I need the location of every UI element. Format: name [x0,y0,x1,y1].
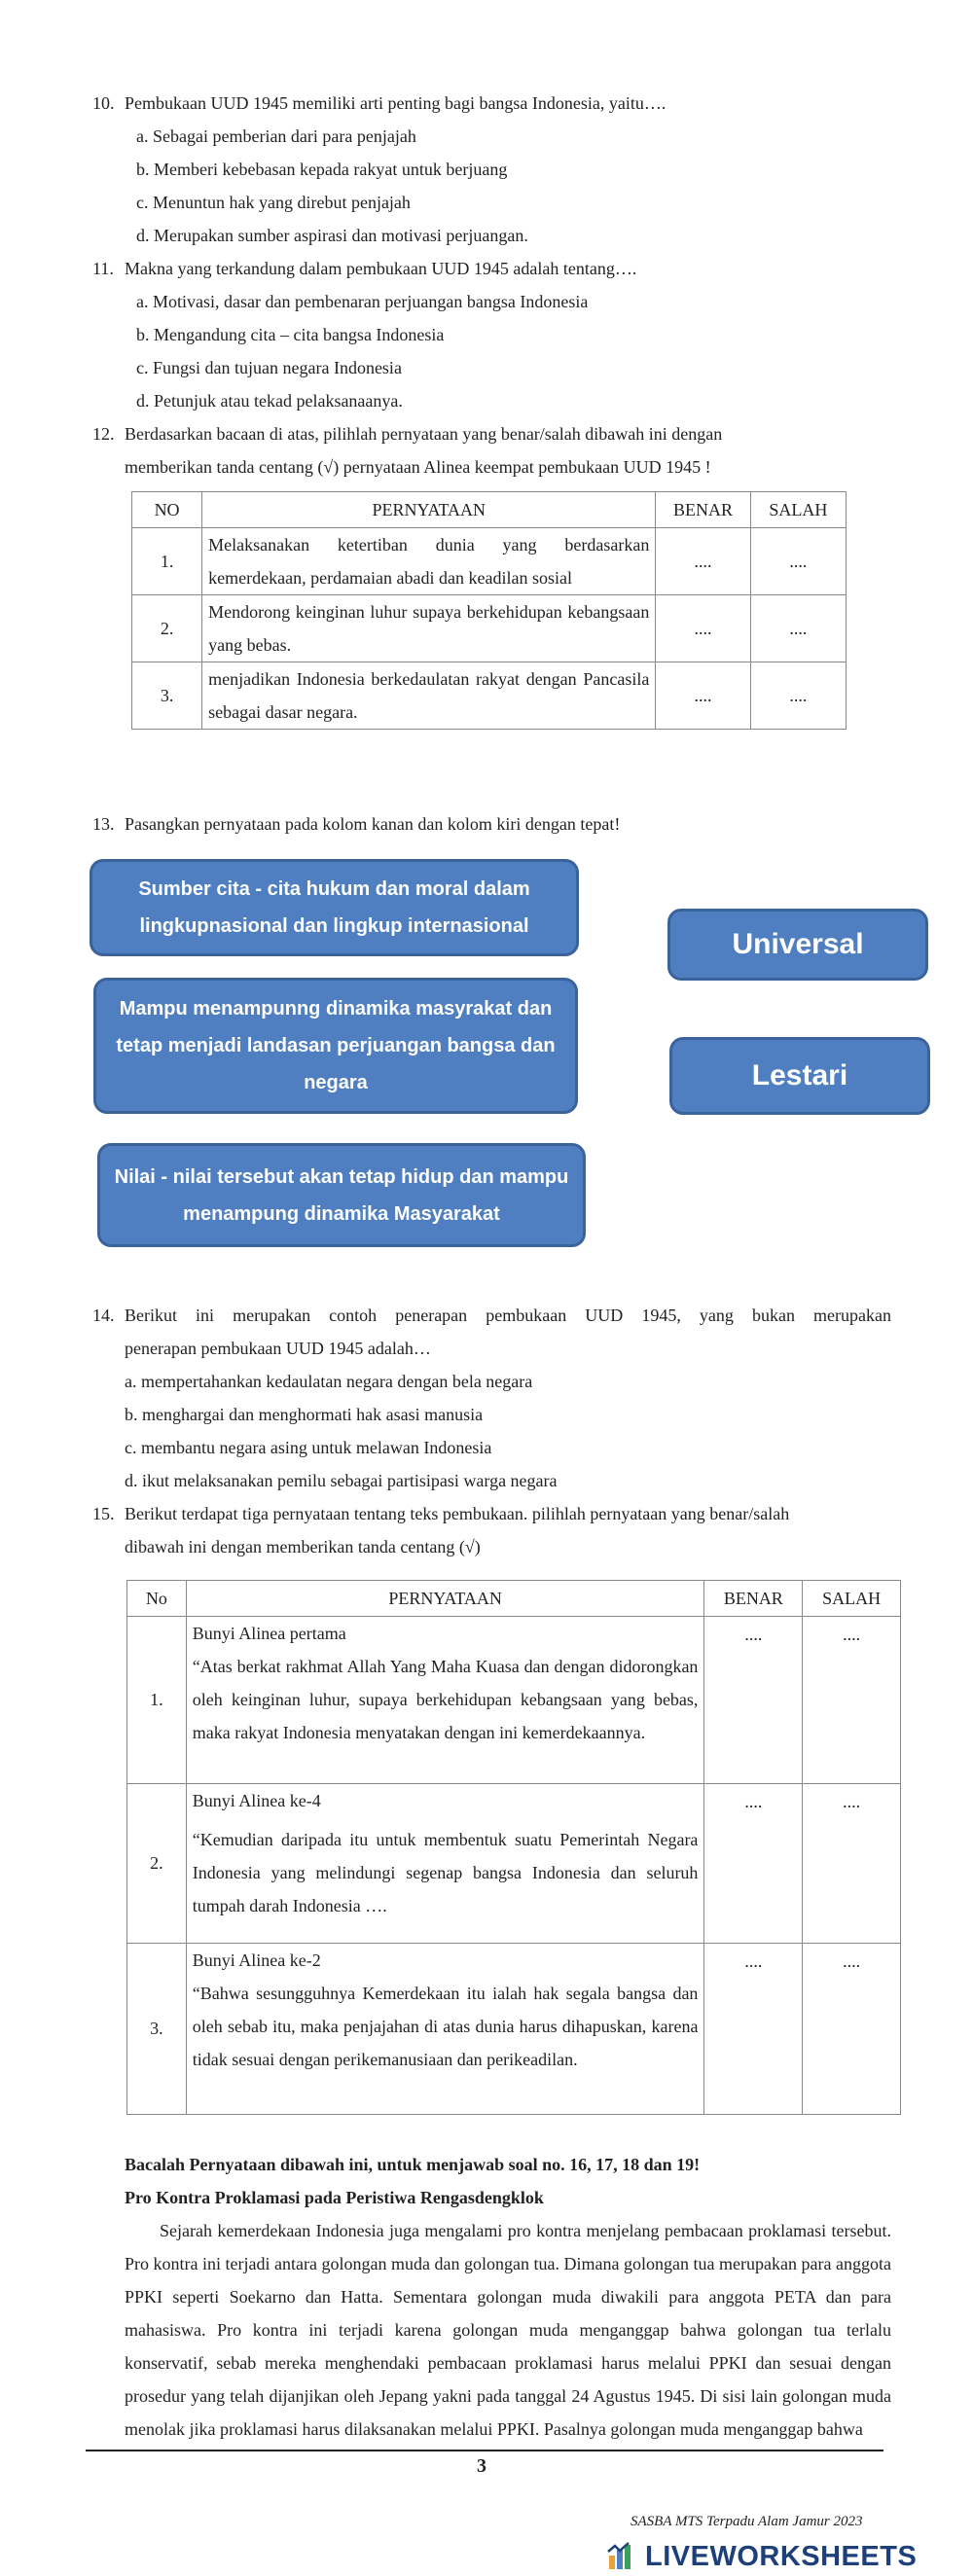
q15-text-line2: dibawah ini dengan memberikan tanda centang (√) [125,1537,481,1556]
q13-text: Pasangkan pernyataan pada kolom kanan dan kolom kiri dengan tepat! [125,814,621,834]
q15-header-pernyataan: PERNYATAAN [186,1581,704,1617]
match-right-box-universal[interactable]: Universal [667,909,928,981]
q15-row2-benar[interactable]: .... [704,1784,803,1944]
table-row [132,595,847,662]
table-row [132,528,847,595]
q15-row1-title: Bunyi Alinea pertama [192,1624,346,1643]
q14-option-c[interactable]: c. membantu negara asing untuk melawan Indonesia [125,1438,492,1457]
q12-row3-no: 3. [132,662,202,730]
q12-row2-salah[interactable]: .... [750,595,846,662]
q15-header-no: No [127,1581,187,1617]
q11-option-a[interactable]: a. Motivasi, dasar dan pembenaran perjuangan bangsa Indonesia [136,292,589,311]
liveworksheets-logo-icon [607,2542,636,2571]
match-left-box-2[interactable]: Mampu menampunng dinamika masyrakat dan tetap menjadi landasan perjuangan bangsa dan negara [93,978,578,1114]
q12-header-salah: SALAH [750,492,846,528]
q11-text: Makna yang terkandung dalam pembukaan UUD 1945 adalah tentang…. [125,259,637,278]
q10-option-a[interactable]: a. Sebagai pemberian dari para penjajah [136,126,416,146]
q10-option-d[interactable]: d. Merupakan sumber aspirasi dan motivasi perjuangan. [136,226,528,245]
q12-row1-text: Melaksanakan ketertiban dunia yang berdasarkan kemerdekaan, perdamaian abadi dan keadilan sosial [202,528,656,595]
table-row [127,1617,901,1784]
table-row [127,1784,901,1944]
reading-paragraph: Sejarah kemerdekaan Indonesia juga mengalami pro kontra menjelang pembacaan proklamasi tersebut. Pro kontra ini terjadi antara golongan muda dan golongan tua. Dimana golongan tua merupakan para anggota PPKI seperti Soekarno dan Hatta. Sementara golongan muda diwakili para anggota PETA dan para mahasiswa. Pro kontra ini terjadi karena golongan muda menganggap bahwa golongan tua terlalu konservatif, sebab mereka menghendaki pembacaan proklamasi harus melalui PPKI dan sesuai dengan prosedur yang telah dijanjikan oleh Jepang yakni pada tanggal 24 Agustus 1945. Di sisi lain golongan muda menolak jika proklamasi harus dilaksanakan melalui PPKI. Pasalnya golongan muda menganggap bahwa [125,2221,891,2439]
table-row [132,662,847,730]
q11-option-b[interactable]: b. Mengandung cita – cita bangsa Indonesia [136,325,445,344]
q15-header-benar: BENAR [704,1581,803,1617]
q15-row1-no: 1. [127,1617,187,1784]
match-left-box-1[interactable]: Sumber cita - cita hukum dan moral dalam lingkupnasional dan lingkup internasional [90,859,579,956]
q11-option-c[interactable]: c. Fungsi dan tujuan negara Indonesia [136,358,402,377]
table-row [127,1944,901,2115]
reading-instruction: Bacalah Pernyataan dibawah ini, untuk menjawab soal no. 16, 17, 18 dan 19! [125,2155,701,2174]
q12-row3-benar[interactable]: .... [656,662,750,730]
q15-row2-salah[interactable]: .... [803,1784,901,1944]
liveworksheets-logo-text[interactable]: LIVEWORKSHEETS [645,2541,918,2572]
q14-option-a[interactable]: a. mempertahankan kedaulatan negara dengan bela negara [125,1372,533,1391]
q15-row2-no: 2. [127,1784,187,1944]
q15-text-line1: Berikut terdapat tiga pernyataan tentang teks pembukaan. pilihlah pernyataan yang benar/salah [125,1504,790,1523]
q10-option-c[interactable]: c. Menuntun hak yang direbut penjajah [136,193,411,212]
q14-text-line1: Berikut ini merupakan contoh penerapan pembukaan UUD 1945, yang bukan merupakan [125,1306,891,1325]
footer-credit: SASBA MTS Terpadu Alam Jamur 2023 [631,2514,863,2529]
q12-row2-no: 2. [132,595,202,662]
q12-row3-text: menjadikan Indonesia berkedaulatan rakyat dengan Pancasila sebagai dasar negara. [202,662,656,730]
q15-row3-salah[interactable]: .... [803,1944,901,2115]
q15-row1-text: “Atas berkat rakhmat Allah Yang Maha Kuasa dan dengan didorongkan oleh keinginan luhur, supaya berkehidupan kebangsaan yang bebas, maka rakyat Indonesia menyatakan dengan ini kemerdekaannya. [192,1657,699,1742]
q12-row2-benar[interactable]: .... [656,595,750,662]
q15-row2-title: Bunyi Alinea ke-4 [192,1791,321,1810]
q15-row3-text: “Bahwa sesungguhnya Kemerdekaan itu ialah hak segala bangsa dan oleh sebab itu, maka penjajahan di atas dunia harus dihapuskan, karena tidak sesuai dengan perikemanusiaan dan perikeadilan. [192,1984,699,2069]
footer-divider [86,2450,883,2451]
q14-option-d[interactable]: d. ikut melaksanakan pemilu sebagai partisipasi warga negara [125,1471,558,1490]
q15-table [126,1580,901,2115]
q14-text-line2: penerapan pembukaan UUD 1945 adalah… [125,1339,431,1358]
q12-number: 12. [92,424,115,444]
q15-row3-no: 3. [127,1944,187,2115]
q12-table [131,491,847,730]
q12-header-no: NO [132,492,202,528]
q15-row3-title: Bunyi Alinea ke-2 [192,1950,321,1970]
q12-row2-text: Mendorong keinginan luhur supaya berkehidupan kebangsaan yang bebas. [202,595,656,662]
q12-header-benar: BENAR [656,492,750,528]
q14-number: 14. [92,1306,115,1325]
q15-row3-benar[interactable]: .... [704,1944,803,2115]
match-right-box-lestari[interactable]: Lestari [669,1037,930,1115]
q12-text-line2: memberikan tanda centang (√) pernyataan Alinea keempat pembukaan UUD 1945 ! [125,457,711,477]
q13-number: 13. [92,814,115,834]
q15-row1-benar[interactable]: .... [704,1617,803,1784]
q12-text-line1: Berdasarkan bacaan di atas, pilihlah pernyataan yang benar/salah dibawah ini dengan [125,424,723,444]
q15-row2-text: “Kemudian daripada itu untuk membentuk suatu Pemerintah Negara Indonesia yang melindungi segenap bangsa Indonesia dan seluruh tumpah darah Indonesia …. [192,1830,699,1915]
q12-header-pernyataan: PERNYATAAN [202,492,656,528]
q10-text: Pembukaan UUD 1945 memiliki arti penting bagi bangsa Indonesia, yaitu…. [125,93,667,113]
match-left-box-3[interactable]: Nilai - nilai tersebut akan tetap hidup dan mampu menampung dinamika Masyarakat [97,1143,586,1247]
q12-row1-salah[interactable]: .... [750,528,846,595]
q12-row1-benar[interactable]: .... [656,528,750,595]
q11-number: 11. [92,259,114,278]
q11-option-d[interactable]: d. Petunjuk atau tekad pelaksanaanya. [136,391,403,411]
q10-option-b[interactable]: b. Memberi kebebasan kepada rakyat untuk berjuang [136,160,508,179]
reading-title: Pro Kontra Proklamasi pada Peristiwa Rengasdengklok [125,2188,544,2207]
q15-number: 15. [92,1504,115,1523]
q10-number: 10. [92,93,115,113]
page-number: 3 [477,2455,486,2477]
q12-row1-no: 1. [132,528,202,595]
q14-option-b[interactable]: b. menghargai dan menghormati hak asasi manusia [125,1405,484,1424]
q12-row3-salah[interactable]: .... [750,662,846,730]
q15-row1-salah[interactable]: .... [803,1617,901,1784]
q15-header-salah: SALAH [803,1581,901,1617]
